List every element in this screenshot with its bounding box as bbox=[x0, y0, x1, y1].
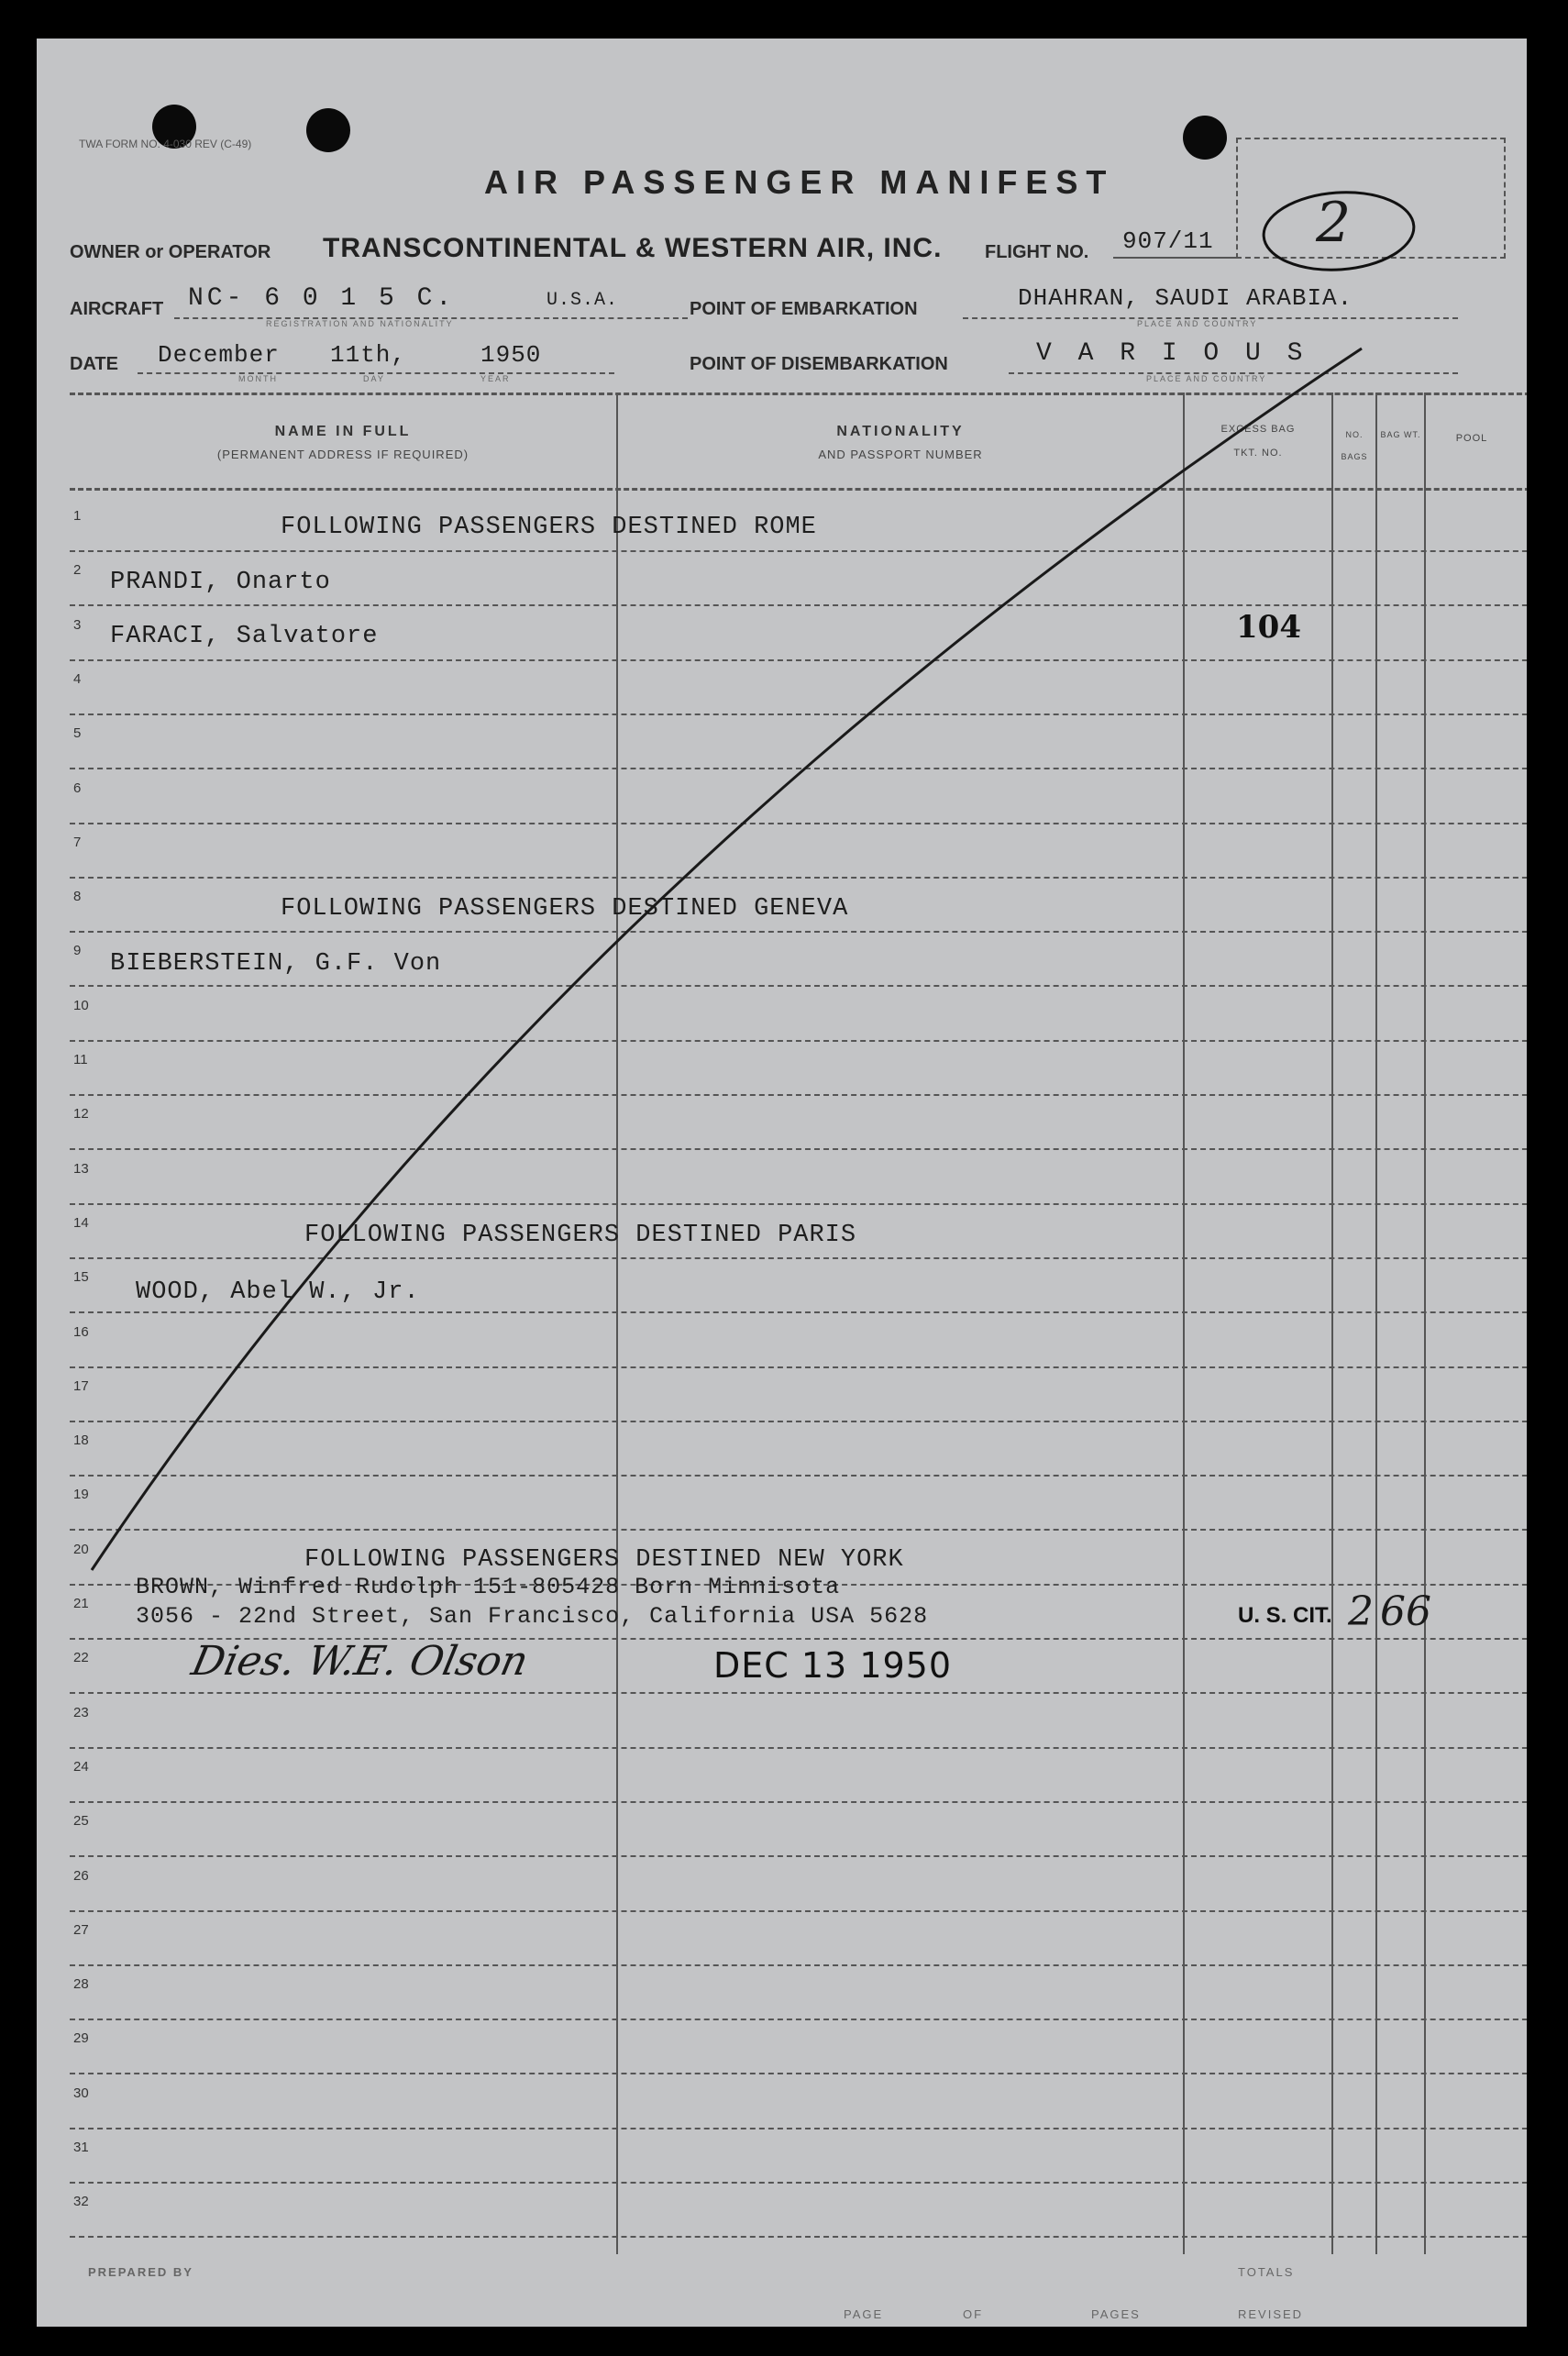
aircraft-nationality: U.S.A. bbox=[547, 290, 619, 311]
date-sub-year: YEAR bbox=[480, 374, 511, 383]
row-number: 11 bbox=[73, 1052, 88, 1067]
excess-ticket-row-3: 104 bbox=[1236, 609, 1301, 646]
col-header-nationality: NATIONALITY bbox=[836, 424, 965, 439]
date-sub-month: MONTH bbox=[238, 374, 278, 383]
row-number: 22 bbox=[73, 1650, 89, 1666]
row-number: 14 bbox=[73, 1214, 89, 1231]
col-header-name: NAME IN FULL bbox=[274, 424, 412, 439]
row-number: 26 bbox=[73, 1867, 89, 1884]
flight-label: FLIGHT NO. bbox=[985, 242, 1089, 262]
row-number: 29 bbox=[73, 2030, 89, 2047]
row-number: 27 bbox=[73, 1921, 89, 1938]
row-number: 18 bbox=[73, 1432, 89, 1449]
row-number: 15 bbox=[73, 1269, 89, 1286]
page-label: PAGE bbox=[844, 2307, 884, 2321]
row-number: 1 bbox=[73, 508, 82, 524]
form-code: TWA FORM NO. 4-030 REV (C-49) bbox=[79, 138, 252, 150]
date-year: 1950 bbox=[480, 341, 542, 369]
passenger-line-row-21: BROWN, Winfred Rudolph 151-805428 Born Minnisota bbox=[136, 1574, 841, 1600]
col-sub-nationality: AND PASSPORT NUMBER bbox=[818, 448, 983, 461]
passenger-name-row-15: WOOD, Abel W., Jr. bbox=[136, 1278, 420, 1306]
of-label: OF bbox=[963, 2307, 984, 2321]
row-number: 25 bbox=[73, 1813, 89, 1830]
heading-rome: FOLLOWING PASSENGERS DESTINED ROME bbox=[281, 514, 817, 541]
date-day: 11th, bbox=[330, 341, 407, 369]
disembarkation-label: POINT OF DISEMBARKATION bbox=[690, 354, 948, 374]
passenger-address-row-21: 3056 - 22nd Street, San Francisco, California USA 5628 bbox=[136, 1603, 929, 1630]
embarkation-value: DHAHRAN, SAUDI ARABIA. bbox=[1018, 284, 1353, 312]
manifest-sheet bbox=[37, 39, 1527, 2327]
prepared-by: PREPARED BY bbox=[88, 2265, 193, 2279]
row-number: 2 bbox=[73, 562, 82, 579]
aircraft-value: NC- 6 0 1 5 C. bbox=[188, 284, 456, 313]
flight-value: 907/11 bbox=[1122, 227, 1214, 255]
passenger-name-row-2: PRANDI, Onarto bbox=[110, 569, 331, 596]
row-number: 23 bbox=[73, 1704, 89, 1720]
disembarkation-value: V A R I O U S bbox=[1036, 339, 1309, 368]
embarkation-label: POINT OF EMBARKATION bbox=[690, 299, 918, 319]
bags-row-21: 2 bbox=[1348, 1588, 1374, 1635]
row-number: 4 bbox=[73, 670, 82, 687]
row-number: 13 bbox=[73, 1160, 89, 1177]
us-citizen-stamp: U. S. CIT. bbox=[1238, 1603, 1332, 1628]
row-number: 3 bbox=[73, 616, 82, 633]
revised-label: REVISED bbox=[1238, 2307, 1304, 2321]
col-header-bagwt: BAG WT. bbox=[1380, 430, 1421, 439]
row-number: 28 bbox=[73, 1976, 89, 1993]
col-sub-excess: TKT. NO. bbox=[1233, 448, 1283, 459]
owner-value: TRANSCONTINENTAL & WESTERN AIR, INC. bbox=[323, 233, 943, 263]
document-title: AIR PASSENGER MANIFEST bbox=[484, 163, 1115, 201]
circled-number: 2 bbox=[1316, 191, 1352, 255]
row-number: 7 bbox=[73, 834, 82, 850]
row-number: 30 bbox=[73, 2085, 89, 2101]
row-number: 9 bbox=[73, 943, 82, 959]
row-number: 20 bbox=[73, 1541, 89, 1557]
date-sub-day: DAY bbox=[363, 374, 385, 383]
heading-paris: FOLLOWING PASSENGERS DESTINED PARIS bbox=[304, 1222, 857, 1249]
date-stamp-row-22: DEC 13 1950 bbox=[713, 1645, 953, 1686]
row-number: 16 bbox=[73, 1323, 89, 1340]
row-number: 12 bbox=[73, 1106, 89, 1123]
bag-weight-row-21: 66 bbox=[1380, 1588, 1431, 1635]
pages-label: PAGES bbox=[1091, 2307, 1141, 2321]
row-number: 32 bbox=[73, 2194, 89, 2210]
row-number: 5 bbox=[73, 725, 82, 742]
col-header-pool: POOL bbox=[1455, 433, 1488, 444]
date-month: December bbox=[158, 341, 280, 369]
col-header-excess: EXCESS BAG bbox=[1220, 424, 1296, 435]
owner-label: OWNER or OPERATOR bbox=[70, 242, 271, 262]
row-number: 31 bbox=[73, 2140, 89, 2155]
row-number: 10 bbox=[73, 997, 89, 1013]
heading-geneva: FOLLOWING PASSENGERS DESTINED GENEVA bbox=[281, 895, 849, 923]
aircraft-label: AIRCRAFT bbox=[70, 299, 164, 319]
strike-line bbox=[37, 39, 1527, 2327]
row-number: 8 bbox=[73, 889, 82, 905]
col-sub-name: (PERMANENT ADDRESS IF REQUIRED) bbox=[216, 448, 469, 461]
passenger-name-row-9: BIEBERSTEIN, G.F. Von bbox=[110, 950, 442, 978]
row-number: 19 bbox=[73, 1487, 89, 1503]
signature-row-22: Dies. W.E. Olson bbox=[187, 1638, 533, 1685]
row-number: 6 bbox=[73, 780, 82, 796]
embarkation-sub-caption: PLACE AND COUNTRY bbox=[1137, 319, 1258, 328]
row-number: 21 bbox=[73, 1596, 89, 1611]
row-number: 24 bbox=[73, 1758, 89, 1775]
disembarkation-sub-caption: PLACE AND COUNTRY bbox=[1146, 374, 1267, 383]
heading-new-york: FOLLOWING PASSENGERS DESTINED NEW YORK bbox=[304, 1546, 904, 1574]
col-header-bags: NO. BAGS bbox=[1341, 430, 1368, 461]
passenger-name-row-3: FARACI, Salvatore bbox=[110, 623, 379, 650]
aircraft-sub-caption: REGISTRATION AND NATIONALITY bbox=[266, 319, 454, 328]
date-label: DATE bbox=[70, 354, 118, 374]
row-number: 17 bbox=[73, 1377, 89, 1394]
totals-label: TOTALS bbox=[1238, 2265, 1295, 2279]
